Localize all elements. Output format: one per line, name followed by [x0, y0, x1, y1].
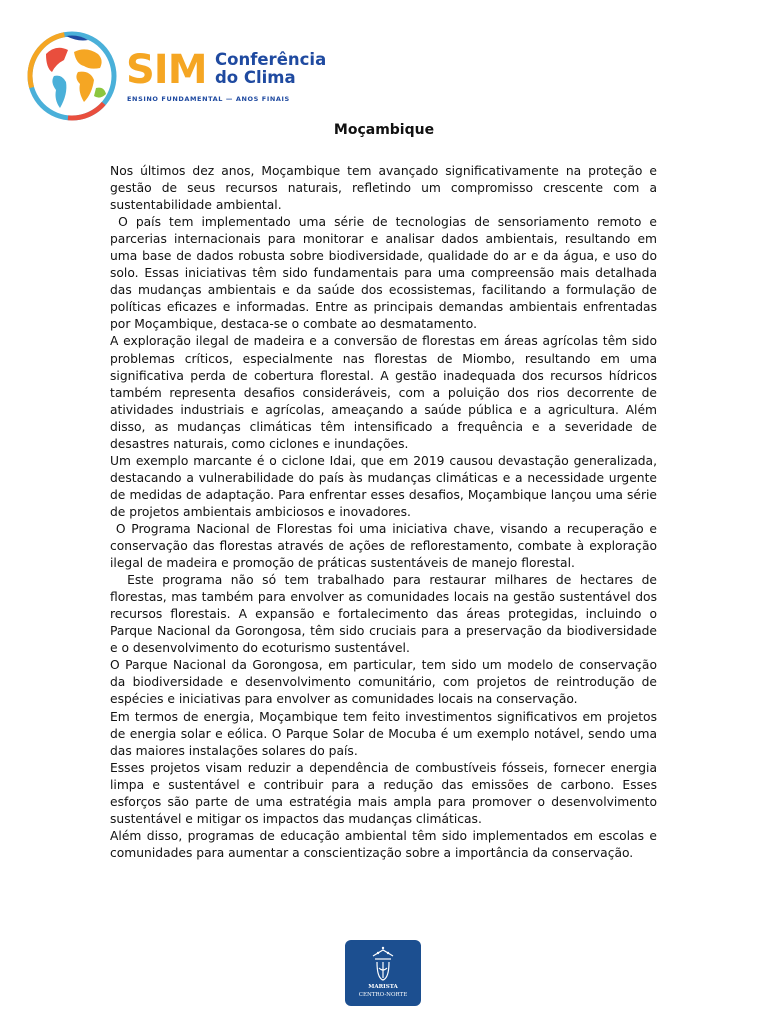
- globe-icon: [26, 30, 118, 122]
- logo-title-line1: Conferência: [215, 50, 327, 69]
- crest-icon: [345, 942, 421, 988]
- logo-brand: SIM: [126, 47, 207, 93]
- paragraph: Este programa não só tem trabalhado para restaurar milhares de hectares de florestas, mas também para envolver as comunidades locais na gestão sustentável dos recursos florestais. A expansão e fortalecimento das áreas protegidas, incluindo o Parque Nacional da Gorongosa, têm sido cruciais para a preservação da biodiversidade e o desenvolvimento do ecoturismo sustentável.: [110, 573, 661, 656]
- logo-tagline: ENSINO FUNDAMENTAL — ANOS FINAIS: [127, 95, 290, 103]
- paragraph: O Parque Nacional da Gorongosa, em particular, tem sido um modelo de conservação da biodiversidade e desenvolvimento comunitário, com projetos de reintrodução de espécies e iniciativas para envolver as comunidades locais na conservação.: [110, 658, 657, 707]
- paragraph: A exploração ilegal de madeira e a conversão de florestas em áreas agrícolas têm sido problemas críticos, especialmente nas florestas de Miombo, resultando em uma significativa perda de cobertura florestal. A gestão inadequada dos recursos hídricos também representa desafios consideráveis, com a poluição dos rios decorrente de atividades industriais e agrícolas, ameaçando a saúde pública e a agricultura. Além disso, as mudanças climáticas têm intensificado a frequência e a severidade de desastres naturais, como ciclones e inundações.: [110, 334, 657, 451]
- marista-logo-line2: CENTRO-NORTE: [358, 992, 408, 998]
- header-logo: [22, 26, 342, 122]
- paragraph: O país tem implementado uma série de tecnologias de sensoriamento remoto e parcerias internacionais para monitorar e analisar dados ambientais, resultando em uma base de dados robusta sobre biodiversidade, qualidade do ar e da água, e uso do solo. Essas iniciativas têm sido fundamentais para uma compreensão mais detalhada das mudanças ambientais e da saúde dos ecossistemas, facilitando a formulação de políticas eficazes e informadas. Entre as principais demandas ambientais enfrentadas por Moçambique, destaca-se o combate ao desmatamento.: [110, 215, 661, 332]
- paragraph: Nos últimos dez anos, Moçambique tem avançado significativamente na proteção e gestão de seus recursos naturais, refletindo um compromisso crescente com a sustentabilidade ambiental.: [110, 164, 657, 213]
- paragraph: Além disso, programas de educação ambiental têm sido implementados em escolas e comunidades para aumentar a conscientização sobre a importância da conservação.: [110, 828, 657, 860]
- document-body: [110, 163, 661, 862]
- marista-logo: [345, 940, 421, 1006]
- paragraph: O Programa Nacional de Florestas foi uma iniciativa chave, visando a recuperação e conservação das florestas através de ações de reflorestamento, combate à exploração ilegal de madeira e promoção de práticas sustentáveis de manejo florestal.: [110, 521, 661, 571]
- paragraph: Esses projetos visam reduzir a dependência de combustíveis fósseis, fornecer energia limpa e sustentável e contribuir para a redução das emissões de carbono. Esses esforços são parte de uma estratégia mais ampla para promover o desenvolvimento sustentável e mitigar os impactos das mudanças climáticas.: [110, 760, 657, 826]
- logo-title: [215, 51, 326, 87]
- document-title: Moçambique: [333, 122, 435, 138]
- paragraph: Em termos de energia, Moçambique tem feito investimentos significativos em projetos de energia solar e eólica. O Parque Solar de Mocuba é um exemplo notável, sendo uma das maiores instalações solares do país.: [110, 709, 657, 758]
- logo-title-line2: do Clima: [215, 68, 296, 87]
- marista-logo-line1: MARISTA: [368, 984, 398, 990]
- paragraph: Um exemplo marcante é o ciclone Idai, que em 2019 causou devastação generalizada, destacando a vulnerabilidade do país às mudanças climáticas e a necessidade urgente de medidas de adaptação. Para enfrentar esses desafios, Moçambique lançou uma série de projetos ambientais ambiciosos e inovadores.: [110, 453, 657, 519]
